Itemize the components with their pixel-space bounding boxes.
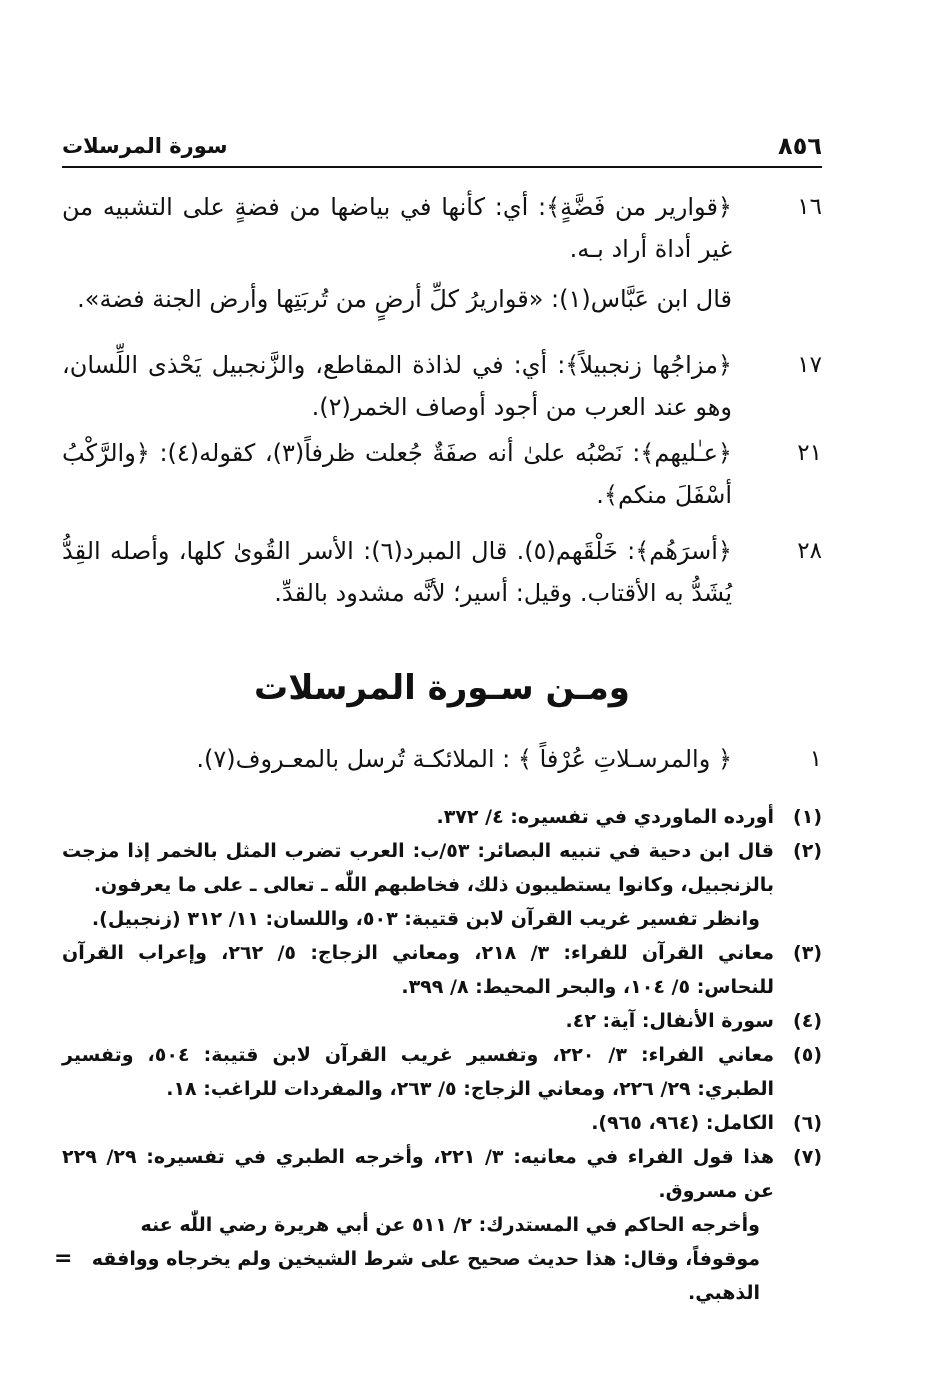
entry-note: قال ابن عَبَّاس(١): «قواريرُ كلِّ أرضٍ من تُربَتِها وأرض الجنة فضة». bbox=[77, 285, 732, 313]
footnote-text: قال ابن دحية في تنبيه البصائر: ٥٣/ب: العرب تضرب المثل بالخمر إذا مزجت بالزنجبيل، وكانوا يستطيبون ذلك، فخاطبهم اللّٰه ـ تعالى ـ على ما يعرفون. bbox=[62, 840, 774, 896]
footnote-text: الكامل: (٩٦٤، ٩٦٥). bbox=[591, 1112, 774, 1134]
verse-number: ٢٨ bbox=[797, 538, 822, 564]
footnote-text: معاني القرآن للفراء: ٣/ ٢١٨، ومعاني الزجاج: ٥/ ٢٦٢، وإعراب القرآن للنحاس: ٥/ ١٠٤، والبحر المحيط: ٨/ ٣٩٩. bbox=[62, 942, 775, 998]
footnote-number: (٧) bbox=[793, 1146, 822, 1168]
footnote-text: معاني الفراء: ٣/ ٢٢٠، وتفسير غريب القرآن لابن قتيبة: ٥٠٤، وتفسير الطبري: ٢٩/ ٢٢٦، ومعاني الزجاج: ٥/ ٢٦٣، والمفردات للراغب: ١٨. bbox=[62, 1044, 774, 1100]
verse-number: ٢١ bbox=[797, 440, 822, 466]
footnote bbox=[62, 1106, 822, 1140]
footnote-text: سورة الأنفال: آية: ٤٢. bbox=[565, 1010, 774, 1032]
entry-verse-21 bbox=[62, 432, 822, 516]
surah-title-header: سورة المرسلات bbox=[62, 134, 228, 158]
entry-verse-28 bbox=[62, 530, 822, 614]
footnote-extra: وأخرجه الحاكم في المستدرك: ٢/ ٥١١ عن أبي هريرة رضي اللّٰه عنه موقوفاً، وقال: هذا حديث صحيح على شرط الشيخين ولم يخرجاه ووافقه الذهبي. bbox=[91, 1214, 760, 1304]
footnotes bbox=[62, 800, 822, 1310]
verse-number: ١٦ bbox=[797, 194, 822, 220]
section-title: ومـن سـورة المرسلات bbox=[254, 668, 630, 708]
footnote bbox=[62, 936, 822, 1004]
footnote-number: (٤) bbox=[793, 1010, 822, 1032]
footnote-number: (٦) bbox=[793, 1112, 822, 1134]
entry-text: ﴿مزاجُها زنجبيلاً﴾: أي: في لذاذة المقاطع، والزَّنجبيل يَحْذى اللِّسان، وهو عند العرب من أجود أوصاف الخمر(٢). bbox=[62, 351, 732, 421]
entry-text: ﴿عـٰليهم﴾: نَصْبُه علىٰ أنه صفَةٌ جُعلت ظرفاً(٣)، كقوله(٤): ﴿والرَّكْبُ أسْفَلَ منكم﴾. bbox=[62, 439, 732, 509]
page-number: ٨٥٦ bbox=[778, 132, 822, 160]
entry-verse-16 bbox=[62, 186, 822, 320]
entry-text: ﴿ والمرسـلاتِ عُرْفاً ﴾ : الملائكـة تُرسل بالمعـروف(٧). bbox=[196, 745, 732, 773]
footnote-text: أورده الماوردي في تفسيره: ٤/ ٣٧٢. bbox=[436, 806, 774, 828]
footnote bbox=[62, 834, 822, 936]
entry-verse-1 bbox=[62, 738, 822, 780]
footnote-text: هذا قول الفراء في معانيه: ٣/ ٢٢١، وأخرجه الطبري في تفسيره: ٢٩/ ٢٢٩ عن مسروق. bbox=[62, 1146, 774, 1202]
running-header bbox=[62, 132, 822, 168]
entry-text: ﴿قوارير من فَضَّةٍ﴾: أي: كأنها في بياضها من فضةٍ على التشبيه من غير أداة أراد بـه. bbox=[62, 193, 732, 263]
verse-number: ١٧ bbox=[797, 352, 822, 378]
entry-verse-17 bbox=[62, 344, 822, 428]
footnote-number: (١) bbox=[793, 806, 822, 828]
entry-text: ﴿أسرَهُم﴾: خَلْقَهم(٥). قال المبرد(٦): الأسر القُوىٰ كلها، وأصله القِدُّ يُشَدُّ به الأقتاب. وقيل: أسير؛ لأنَّه مشدود بالقدِّ. bbox=[62, 537, 732, 607]
continuation-mark: = bbox=[54, 1246, 73, 1271]
footnote-number: (٥) bbox=[793, 1044, 822, 1066]
footnote-extra: وانظر تفسير غريب القرآن لابن قتيبة: ٥٠٣، واللسان: ١١/ ٣١٢ (زنجبيل). bbox=[91, 908, 760, 930]
footnote-number: (٣) bbox=[793, 942, 822, 964]
footnote bbox=[62, 1140, 822, 1310]
verse-number: ١ bbox=[809, 746, 822, 772]
footnote-number: (٢) bbox=[793, 840, 822, 862]
footnote bbox=[62, 1038, 822, 1106]
footnote bbox=[62, 800, 822, 834]
footnote bbox=[62, 1004, 822, 1038]
